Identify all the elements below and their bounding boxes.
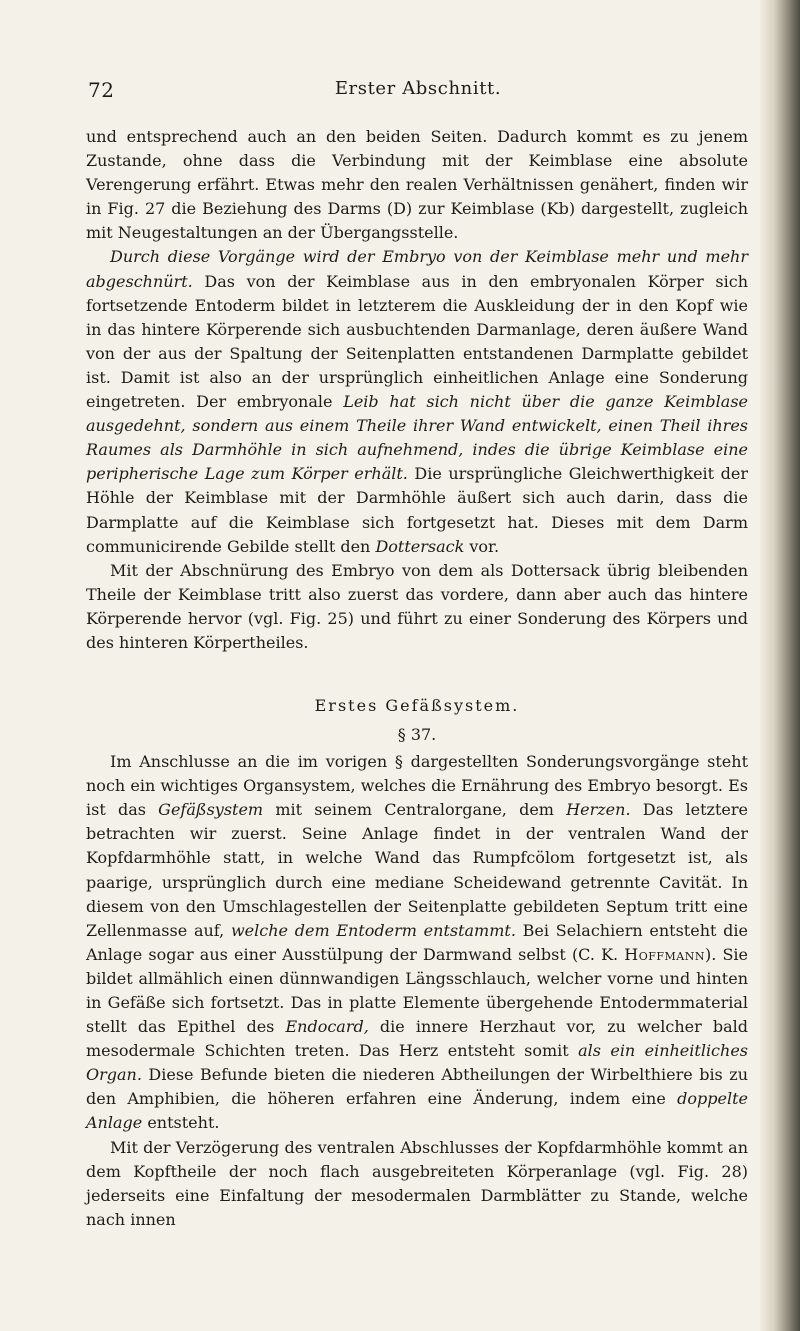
text-run: Diese Befunde bieten die niederen Abtheilungen der Wirbelthiere bis zu den Amphibien, die höheren erfahren eine Änderung, indem eine <box>86 1065 748 1109</box>
text-run: Bei Selachiern entsteht die Anlage sogar aus einer Ausstülpung der Darmwand selbst (C. K. <box>86 920 748 964</box>
text-run: Das letztere betrachten wir zuerst. Seine Anlage findet in der ventralen Wand der Kopfdarmhöhle statt, in welche Wand das Rumpfcölom fortgesetzt ist, als paarige, ursprünglich durch eine mediane Scheidewand getrennte Cavität. In diesem von den Umschlagestellen der Seitenplatte gebildeten Septum tritt eine Zellenmasse auf, <box>86 800 748 940</box>
text-run: Das von der Keimblase aus in den embryonalen Körper sich fortsetzende Entoderm bildet in letzterem die Auskleidung der in den Kopf wie in das hintere Körperende sich ausbuchtenden Darmanlage, deren äußere Wand von der aus der Spaltung der Seitenplatten entstandenen Darmplatte gebildet ist. Damit ist also an der ursprünglich einheitlichen Anlage eine Sonderung eingetreten. Der embryonale <box>86 271 748 412</box>
emphasis: Durch diese Vorgänge wird der Embryo von der Keimblase mehr und mehr abgeschnürt. <box>86 247 748 291</box>
paragraph-1: und entsprechend auch an den beiden Seiten. Dadurch kommt es zu jenem Zustande, ohne dass die Verbindung mit der Keimblase eine absolute Verengerung erfährt. Etwas mehr den realen Verhältnissen genähert, finden wir in Fig. 27 die Beziehung des Darms (D) zur Keimblase (Kb) dargestellt, zugleich mit Neugestaltungen an der Übergangsstelle. <box>86 127 748 243</box>
emphasis: Gefäßsystem <box>158 800 264 820</box>
emphasis: Leib hat sich nicht über die ganze Keimblase ausgedehnt, sondern aus einem Theile ihrer Wand entwickelt, einen Theil ihres Raumes als Darmhöhle in sich aufnehmend, indes die übrige Keimblase eine peripherische Lage zum Körper erhält. <box>86 392 749 484</box>
text-run: vor. <box>464 536 500 556</box>
text-run: die innere Herzhaut vor, zu welcher bald mesodermale Schichten treten. Das Herz entsteht somit <box>86 1017 748 1061</box>
emphasis: Endocard, <box>285 1017 369 1037</box>
text-run: Die ursprüngliche Gleichwerthigkeit der Höhle der Keimblase mit der Darmhöhle äußert sich auch darin, dass die Darmplatte auf die Keimblase sich fortgesetzt hat. Dieses mit dem Darm communicirende Gebilde stellt den <box>86 464 748 556</box>
paragraph-5: Mit der Verzögerung des ventralen Abschlusses der Kopfdarmhöhle kommt an dem Kopftheile der noch flach ausgebreiteten Körperanlage (vgl. Fig. 28) jederseits eine Einfaltung der mesodermalen Darmblätter zu Stande, welche nach innen <box>86 1137 748 1229</box>
emphasis: Herzen. <box>566 800 631 820</box>
page-number: 72 <box>88 78 115 102</box>
paragraph-4 <box>86 750 748 1136</box>
emphasis: Dottersack <box>375 536 465 556</box>
text-run: ). Sie bildet allmählich einen dünnwandigen Längsschlauch, welcher vorne und hinten in Gefäße sich fortsetzt. Das in platte Elemente übergehende Entodermmaterial stellt das Epithel des <box>86 944 748 1037</box>
page-edge-shadow <box>760 0 800 1331</box>
section-title: Erstes Gefäßsystem. <box>314 696 520 716</box>
text-run: mit seinem Centralorgane, dem <box>263 800 567 820</box>
body-text <box>86 125 748 1232</box>
paragraph-2 <box>86 245 748 558</box>
section-number: § 37. <box>397 725 437 745</box>
paragraph-3: Mit der Abschnürung des Embryo von dem als Dottersack übrig bleibenden Theile der Keimblase tritt also zuerst das vordere, dann aber auch das hintere Körperende hervor (vgl. Fig. 25) und führt zu einer Sonderung des Körpers und des hinteren Körpertheiles. <box>86 560 748 652</box>
running-head: Erster Abschnitt. <box>334 78 502 99</box>
text-run: Im Anschlusse an die im vorigen § dargestellten Sonderungsvorgänge steht noch ein wichtiges Organsystem, welches die Ernährung des Embryo besorgt. Es ist das <box>86 752 748 820</box>
emphasis: welche dem Entoderm entstammt. <box>230 920 516 940</box>
emphasis: doppelte Anlage <box>86 1089 748 1133</box>
text-run: entsteht. <box>142 1113 220 1133</box>
page-header <box>88 78 748 108</box>
author-name: Hoffmann <box>624 944 705 964</box>
emphasis: als ein einheitliches Organ. <box>86 1041 749 1085</box>
